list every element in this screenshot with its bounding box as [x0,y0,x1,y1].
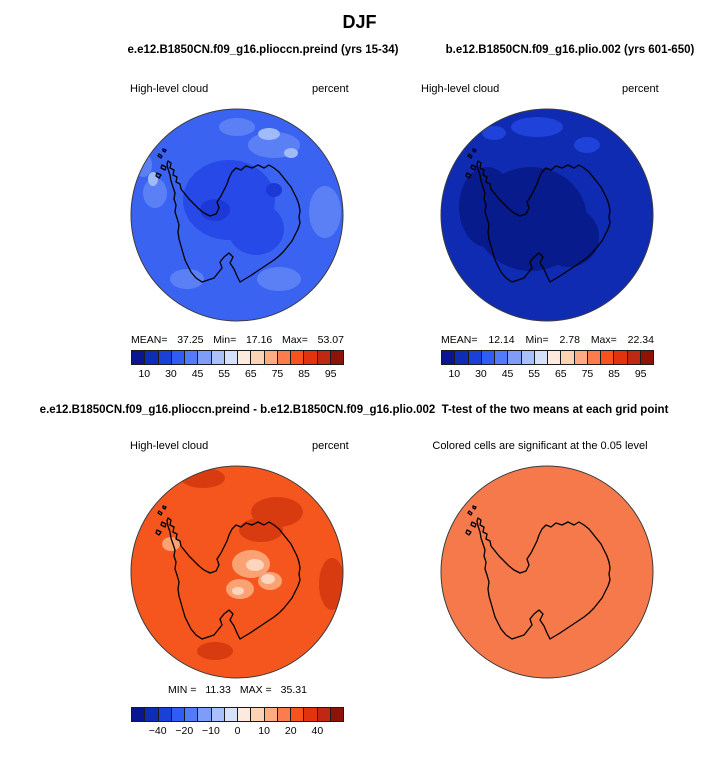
colorbar-cell [522,351,535,364]
colorbar-tick: 55 [218,368,231,380]
colorbar-cell [159,351,172,364]
colorbar-cell [318,708,331,721]
max-value: 35.31 [280,684,307,696]
colorbar-cell [291,351,304,364]
colorbar-cell [304,351,317,364]
colorbar-cell [212,708,225,721]
colorbar-cell [495,351,508,364]
colorbar-tick: 85 [608,368,620,380]
colorbar-top-left [131,350,344,365]
colorbar-cell [508,351,521,364]
colorbar-ticks-top-right [441,368,654,381]
units-label-bottom-left: percent [312,440,349,452]
colorbar-tick: 75 [271,368,284,380]
colorbar-cell [265,351,278,364]
contour-fill-bottom-left [129,464,345,680]
colorbar-tick: 10 [258,725,270,737]
colorbar-cell [304,708,317,721]
contour-fill-bottom-right [439,464,655,680]
colorbar-tick: 65 [554,368,567,380]
colorbar-ticks-top-left [131,368,344,381]
colorbar-tick: 95 [324,368,337,380]
colorbar-tick: 40 [311,725,324,737]
min-label: Min= [213,334,237,346]
colorbar-cell [641,351,653,364]
colorbar-cell [482,351,495,364]
map-top-left [129,107,345,323]
min-value: 11.33 [205,684,231,696]
colorbar-cell [561,351,574,364]
mean-label: MEAN= [131,334,168,346]
contour-fill-top-left [129,107,345,323]
colorbar-tick: 20 [284,725,297,737]
colorbar-tick: 55 [528,368,541,380]
field-label-top-left: High-level cloud [130,83,209,95]
contour-fill-top-right [439,107,655,323]
colorbar-cell [601,351,614,364]
min-value: 17.16 [245,334,273,346]
colorbar-cell [132,351,145,364]
field-label-top-right: High-level cloud [421,83,500,95]
max-value: 22.34 [627,334,654,346]
significance-note-bottom-right: Colored cells are significant at the 0.05 level [432,440,648,452]
colorbar-tick: 45 [191,368,204,380]
max-value: 53.07 [317,334,344,346]
colorbar-ticks-bottom-left [131,725,344,738]
colorbar-tick: 85 [298,368,310,380]
colorbar-cell [132,708,145,721]
colorbar-cell [251,351,264,364]
colorbar-cell [331,351,343,364]
figure-title: DJF [342,12,377,32]
colorbar-cell [225,708,238,721]
colorbar-cell [145,708,158,721]
colorbar-cell [159,708,172,721]
mean-label: MEAN= [441,334,478,346]
colorbar-cell [212,351,225,364]
field-label-bottom-left: High-level cloud [130,440,209,452]
colorbar-tick: 75 [581,368,594,380]
colorbar-cell [575,351,588,364]
colorbar-cell [265,708,278,721]
colorbar-cell [185,351,198,364]
colorbar-cell [172,351,185,364]
stats-top-left [131,334,344,346]
stats-bottom-left [131,684,344,696]
panel-title-bottom-left: e.e12.B1850CN.f09_g16.plioccn.preind - b.e12.B1850CN.f09_g16.plio.002 [39,404,436,416]
mean-value: 12.14 [488,334,515,346]
colorbar-tick: 30 [475,368,487,380]
colorbar-tick: 65 [244,368,257,380]
colorbar-cell [145,351,158,364]
map-bottom-left [129,464,345,680]
colorbar-bottom-left [131,707,344,722]
colorbar-tick: 0 [234,725,241,737]
colorbar-cell [331,708,343,721]
colorbar-cell [278,351,291,364]
colorbar-cell [251,708,264,721]
colorbar-cell [238,708,251,721]
colorbar-top-right [441,350,654,365]
colorbar-cell [548,351,561,364]
colorbar-cell [442,351,455,364]
colorbar-tick: 10 [448,368,461,380]
min-label: MIN = [168,684,197,696]
colorbar-tick: 10 [138,368,151,380]
colorbar-cell [198,351,211,364]
colorbar-cell [278,708,291,721]
colorbar-cell [588,351,601,364]
map-top-right [439,107,655,323]
map-bottom-right [439,464,655,680]
panel-title-top-right: b.e12.B1850CN.f09_g16.plio.002 (yrs 601-650) [445,44,695,56]
units-label-top-left: percent [312,83,349,95]
colorbar-cell [318,351,331,364]
min-value: 2.78 [559,334,580,346]
colorbar-cell [535,351,548,364]
colorbar-tick: 30 [165,368,177,380]
colorbar-tick: 45 [501,368,514,380]
colorbar-cell [172,708,185,721]
colorbar-cell [628,351,641,364]
panel-title-top-left: e.e12.B1850CN.f09_g16.plioccn.preind (yrs 15-34) [127,44,399,56]
stats-top-right [441,334,654,346]
mean-value: 37.25 [177,334,204,346]
colorbar-cell [198,708,211,721]
max-label: Max= [281,334,308,346]
max-label: Max= [590,334,617,346]
colorbar-cell [614,351,627,364]
colorbar-cell [238,351,251,364]
colorbar-cell [469,351,482,364]
colorbar-cell [225,351,238,364]
max-label: MAX = [239,684,272,696]
min-label: Min= [525,334,549,346]
colorbar-tick: −10 [201,725,220,737]
colorbar-tick: −40 [148,725,167,737]
colorbar-cell [291,708,304,721]
colorbar-tick: −20 [175,725,194,737]
colorbar-cell [185,708,198,721]
units-label-top-right: percent [622,83,659,95]
colorbar-cell [455,351,468,364]
colorbar-tick: 95 [634,368,647,380]
panel-title-bottom-right: T-test of the two means at each grid point [441,404,669,416]
